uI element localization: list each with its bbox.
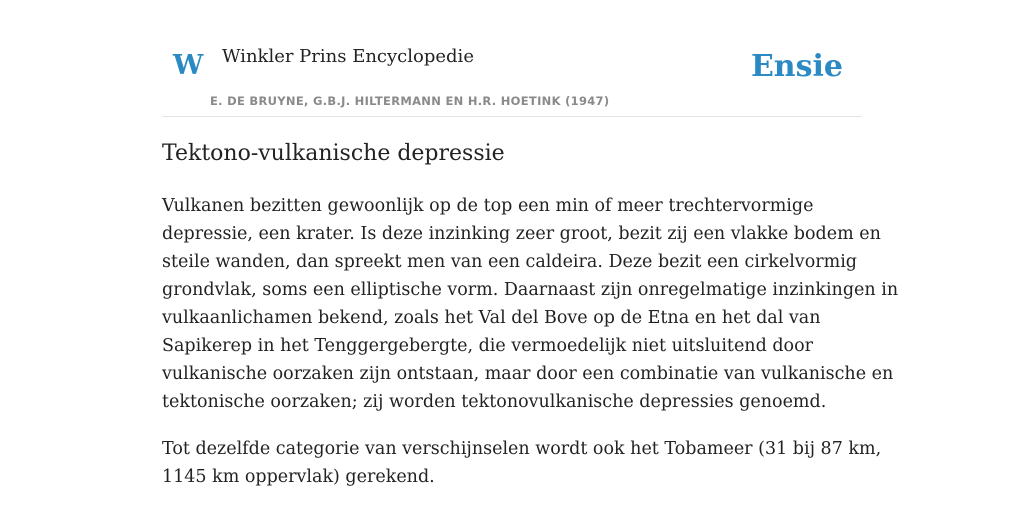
site-title[interactable]: Winkler Prins Encyclopedie xyxy=(222,46,474,67)
text-line: grondvlak, soms een elliptische vorm. Daarnaast zijn onregelmatige inzinkingen in xyxy=(162,280,899,300)
article-body xyxy=(162,192,899,510)
article-title: Tektono-vulkanische depressie xyxy=(162,141,505,166)
winkler-prins-logo[interactable]: W xyxy=(173,50,204,81)
text-line: Vulkanen bezitten gewoonlijk op de top een min of meer trechtervormige xyxy=(162,196,814,216)
byline-authors: E. DE BRUYNE, G.B.J. HILTERMANN EN H.R. HOETINK (1947) xyxy=(210,94,610,108)
text-line: vulkanische oorzaken zijn ontstaan, maar door een combinatie van vulkanische en xyxy=(162,364,894,384)
text-line: steile wanden, dan spreekt men van een caldeira. Deze bezit een cirkelvormig xyxy=(162,252,857,272)
text-line: tektonische oorzaken; zij worden tektonovulkanische depressies genoemd. xyxy=(162,392,827,412)
text-line: vulkaanlichamen bekend, zoals het Val del Bove op de Etna en het dal van xyxy=(162,308,821,328)
paragraph-2 xyxy=(162,435,882,491)
text-line: 1145 km oppervlak) gerekend. xyxy=(162,467,435,487)
text-line: depressie, een krater. Is deze inzinking zeer groot, bezit zij een vlakke bodem en xyxy=(162,224,881,244)
site-header xyxy=(162,0,862,117)
paragraph-1 xyxy=(162,192,899,416)
text-line: Sapikerep in het Tenggergebergte, die vermoedelijk niet uitsluitend door xyxy=(162,336,813,356)
text-line: Tot dezelfde categorie van verschijnselen wordt ook het Tobameer (31 bij 87 km, xyxy=(162,439,882,459)
ensie-logo[interactable]: Ensie xyxy=(750,49,843,84)
